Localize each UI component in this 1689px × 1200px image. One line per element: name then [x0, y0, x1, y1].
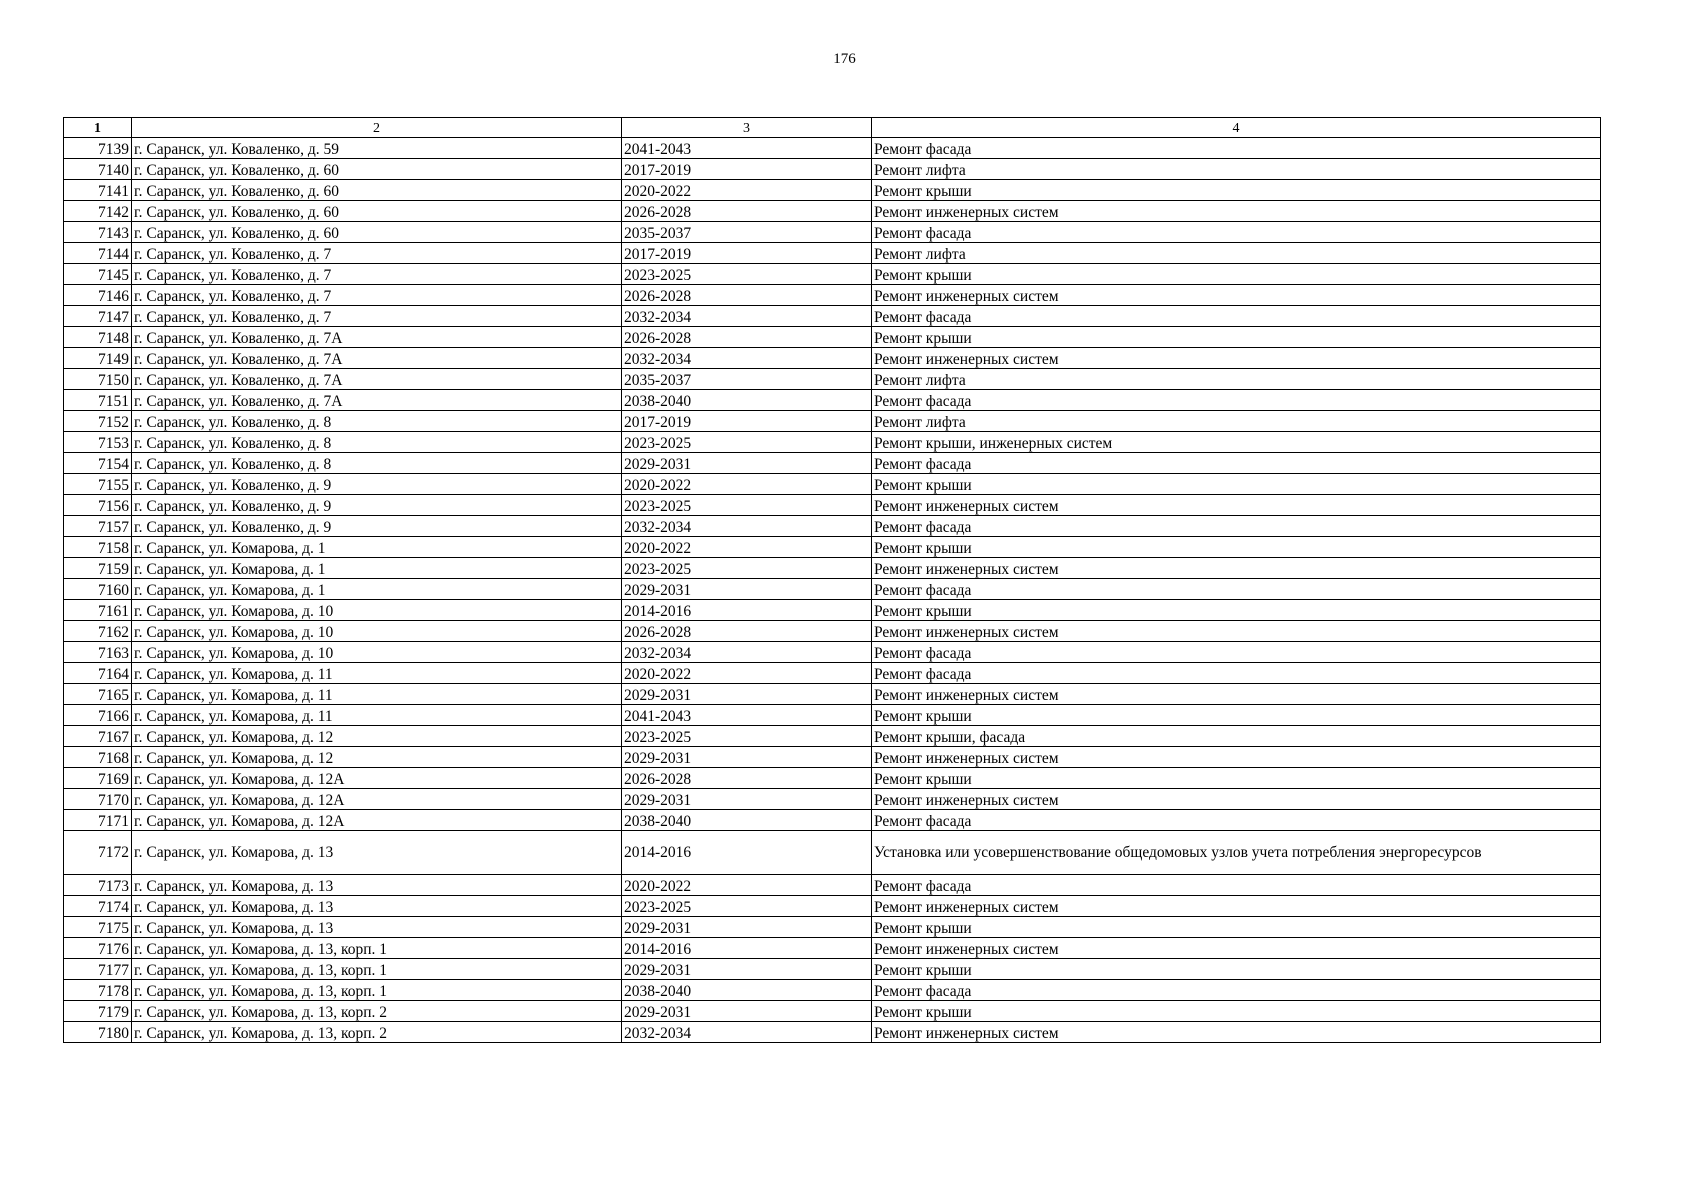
work-type-cell: Ремонт фасада	[872, 810, 1601, 831]
row-number-cell: 7145	[64, 264, 132, 285]
period-cell: 2032-2034	[622, 516, 872, 537]
address-cell: г. Саранск, ул. Комарова, д. 11	[132, 663, 622, 684]
row-number-cell: 7164	[64, 663, 132, 684]
period-cell: 2026-2028	[622, 285, 872, 306]
period-cell: 2029-2031	[622, 579, 872, 600]
table-row	[64, 180, 1601, 201]
table-row	[64, 621, 1601, 642]
period-cell: 2023-2025	[622, 264, 872, 285]
work-type-cell: Ремонт крыши, фасада	[872, 726, 1601, 747]
period-cell: 2041-2043	[622, 705, 872, 726]
work-type-cell: Ремонт лифта	[872, 411, 1601, 432]
period-cell: 2023-2025	[622, 558, 872, 579]
address-cell: г. Саранск, ул. Коваленко, д. 60	[132, 180, 622, 201]
row-number-cell: 7153	[64, 432, 132, 453]
period-cell: 2026-2028	[622, 621, 872, 642]
address-cell: г. Саранск, ул. Комарова, д. 13	[132, 917, 622, 938]
table-row	[64, 432, 1601, 453]
row-number-cell: 7147	[64, 306, 132, 327]
work-type-cell: Ремонт инженерных систем	[872, 558, 1601, 579]
work-type-cell: Ремонт инженерных систем	[872, 684, 1601, 705]
work-type-cell: Ремонт инженерных систем	[872, 495, 1601, 516]
address-cell: г. Саранск, ул. Комарова, д. 13	[132, 875, 622, 896]
period-cell: 2035-2037	[622, 369, 872, 390]
row-number-cell: 7143	[64, 222, 132, 243]
period-cell: 2038-2040	[622, 810, 872, 831]
period-cell: 2041-2043	[622, 138, 872, 159]
period-cell: 2020-2022	[622, 663, 872, 684]
row-number-cell: 7159	[64, 558, 132, 579]
table-row	[64, 642, 1601, 663]
table-row	[64, 537, 1601, 558]
period-cell: 2038-2040	[622, 390, 872, 411]
row-number-cell: 7150	[64, 369, 132, 390]
table-row	[64, 768, 1601, 789]
work-type-cell: Ремонт фасада	[872, 980, 1601, 1001]
work-type-cell: Ремонт крыши	[872, 917, 1601, 938]
row-number-cell: 7180	[64, 1022, 132, 1043]
address-cell: г. Саранск, ул. Комарова, д. 13, корп. 1	[132, 938, 622, 959]
work-type-cell: Установка или усовершенствование общедомовых узлов учета потребления энергоресурсов	[872, 831, 1601, 875]
work-type-cell: Ремонт крыши	[872, 705, 1601, 726]
address-cell: г. Саранск, ул. Комарова, д. 12А	[132, 789, 622, 810]
address-cell: г. Саранск, ул. Коваленко, д. 7А	[132, 348, 622, 369]
table-row	[64, 810, 1601, 831]
registry-table	[63, 117, 1601, 1043]
table-row	[64, 348, 1601, 369]
row-number-cell: 7169	[64, 768, 132, 789]
address-cell: г. Саранск, ул. Коваленко, д. 7А	[132, 390, 622, 411]
table-row	[64, 789, 1601, 810]
address-cell: г. Саранск, ул. Коваленко, д. 7	[132, 264, 622, 285]
row-number-cell: 7171	[64, 810, 132, 831]
period-cell: 2020-2022	[622, 537, 872, 558]
work-type-cell: Ремонт крыши	[872, 474, 1601, 495]
period-cell: 2023-2025	[622, 896, 872, 917]
table-row	[64, 453, 1601, 474]
period-cell: 2023-2025	[622, 495, 872, 516]
row-number-cell: 7144	[64, 243, 132, 264]
period-cell: 2014-2016	[622, 600, 872, 621]
table-row	[64, 369, 1601, 390]
work-type-cell: Ремонт фасада	[872, 875, 1601, 896]
period-cell: 2017-2019	[622, 411, 872, 432]
work-type-cell: Ремонт инженерных систем	[872, 621, 1601, 642]
table-row	[64, 579, 1601, 600]
work-type-cell: Ремонт фасада	[872, 453, 1601, 474]
address-cell: г. Саранск, ул. Комарова, д. 12	[132, 726, 622, 747]
period-cell: 2032-2034	[622, 1022, 872, 1043]
address-cell: г. Саранск, ул. Коваленко, д. 8	[132, 453, 622, 474]
row-number-cell: 7177	[64, 959, 132, 980]
work-type-cell: Ремонт инженерных систем	[872, 1022, 1601, 1043]
work-type-cell: Ремонт крыши	[872, 537, 1601, 558]
address-cell: г. Саранск, ул. Комарова, д. 13, корп. 1	[132, 980, 622, 1001]
table-row	[64, 138, 1601, 159]
work-type-cell: Ремонт инженерных систем	[872, 201, 1601, 222]
table-row	[64, 663, 1601, 684]
row-number-cell: 7149	[64, 348, 132, 369]
period-cell: 2032-2034	[622, 642, 872, 663]
work-type-cell: Ремонт фасада	[872, 138, 1601, 159]
work-type-cell: Ремонт крыши	[872, 959, 1601, 980]
row-number-cell: 7154	[64, 453, 132, 474]
work-type-cell: Ремонт крыши	[872, 264, 1601, 285]
work-type-cell: Ремонт крыши	[872, 600, 1601, 621]
row-number-cell: 7176	[64, 938, 132, 959]
address-cell: г. Саранск, ул. Комарова, д. 13, корп. 2	[132, 1001, 622, 1022]
row-number-cell: 7141	[64, 180, 132, 201]
address-cell: г. Саранск, ул. Коваленко, д. 9	[132, 516, 622, 537]
table-row	[64, 285, 1601, 306]
row-number-cell: 7148	[64, 327, 132, 348]
table-row	[64, 411, 1601, 432]
work-type-cell: Ремонт инженерных систем	[872, 896, 1601, 917]
page-number: 176	[833, 51, 856, 67]
work-type-cell: Ремонт лифта	[872, 369, 1601, 390]
address-cell: г. Саранск, ул. Коваленко, д. 7А	[132, 369, 622, 390]
row-number-cell: 7166	[64, 705, 132, 726]
table-row	[64, 726, 1601, 747]
row-number-cell: 7168	[64, 747, 132, 768]
table-row	[64, 896, 1601, 917]
table-row	[64, 980, 1601, 1001]
period-cell: 2014-2016	[622, 938, 872, 959]
address-cell: г. Саранск, ул. Коваленко, д. 60	[132, 222, 622, 243]
work-type-cell: Ремонт фасада	[872, 642, 1601, 663]
row-number-cell: 7155	[64, 474, 132, 495]
period-cell: 2035-2037	[622, 222, 872, 243]
address-cell: г. Саранск, ул. Комарова, д. 1	[132, 558, 622, 579]
work-type-cell: Ремонт инженерных систем	[872, 747, 1601, 768]
table-row	[64, 959, 1601, 980]
column-header-4: 4	[872, 118, 1601, 138]
table-row	[64, 938, 1601, 959]
table-row	[64, 831, 1601, 875]
address-cell: г. Саранск, ул. Коваленко, д. 60	[132, 201, 622, 222]
work-type-cell: Ремонт крыши	[872, 1001, 1601, 1022]
period-cell: 2029-2031	[622, 959, 872, 980]
column-header-3: 3	[622, 118, 872, 138]
table-row	[64, 474, 1601, 495]
table-row	[64, 159, 1601, 180]
period-cell: 2029-2031	[622, 789, 872, 810]
row-number-cell: 7162	[64, 621, 132, 642]
address-cell: г. Саранск, ул. Коваленко, д. 59	[132, 138, 622, 159]
address-cell: г. Саранск, ул. Комарова, д. 1	[132, 537, 622, 558]
address-cell: г. Саранск, ул. Комарова, д. 10	[132, 600, 622, 621]
address-cell: г. Саранск, ул. Комарова, д. 12	[132, 747, 622, 768]
period-cell: 2029-2031	[622, 747, 872, 768]
period-cell: 2029-2031	[622, 917, 872, 938]
address-cell: г. Саранск, ул. Коваленко, д. 8	[132, 432, 622, 453]
row-number-cell: 7151	[64, 390, 132, 411]
address-cell: г. Саранск, ул. Комарова, д. 10	[132, 621, 622, 642]
address-cell: г. Саранск, ул. Коваленко, д. 7	[132, 243, 622, 264]
row-number-cell: 7167	[64, 726, 132, 747]
row-number-cell: 7142	[64, 201, 132, 222]
period-cell: 2032-2034	[622, 306, 872, 327]
period-cell: 2029-2031	[622, 684, 872, 705]
row-number-cell: 7165	[64, 684, 132, 705]
work-type-cell: Ремонт инженерных систем	[872, 348, 1601, 369]
row-number-cell: 7174	[64, 896, 132, 917]
address-cell: г. Саранск, ул. Коваленко, д. 7	[132, 285, 622, 306]
row-number-cell: 7172	[64, 831, 132, 875]
row-number-cell: 7173	[64, 875, 132, 896]
address-cell: г. Саранск, ул. Коваленко, д. 7А	[132, 327, 622, 348]
work-type-cell: Ремонт фасада	[872, 516, 1601, 537]
address-cell: г. Саранск, ул. Коваленко, д. 9	[132, 495, 622, 516]
row-number-cell: 7140	[64, 159, 132, 180]
period-cell: 2026-2028	[622, 201, 872, 222]
work-type-cell: Ремонт лифта	[872, 159, 1601, 180]
period-cell: 2020-2022	[622, 474, 872, 495]
address-cell: г. Саранск, ул. Комарова, д. 1	[132, 579, 622, 600]
table-row	[64, 264, 1601, 285]
address-cell: г. Саранск, ул. Комарова, д. 13, корп. 1	[132, 959, 622, 980]
row-number-cell: 7146	[64, 285, 132, 306]
work-type-cell: Ремонт фасада	[872, 579, 1601, 600]
period-cell: 2029-2031	[622, 453, 872, 474]
period-cell: 2020-2022	[622, 875, 872, 896]
table-row	[64, 390, 1601, 411]
work-type-cell: Ремонт фасада	[872, 663, 1601, 684]
table-row	[64, 600, 1601, 621]
period-cell: 2023-2025	[622, 726, 872, 747]
period-cell: 2038-2040	[622, 980, 872, 1001]
period-cell: 2017-2019	[622, 159, 872, 180]
table-row	[64, 1022, 1601, 1043]
column-header-2: 2	[132, 118, 622, 138]
address-cell: г. Саранск, ул. Комарова, д. 13	[132, 831, 622, 875]
table-body	[64, 138, 1601, 1043]
column-header-1: 1	[64, 118, 132, 138]
work-type-cell: Ремонт инженерных систем	[872, 285, 1601, 306]
table-row	[64, 495, 1601, 516]
address-cell: г. Саранск, ул. Комарова, д. 13, корп. 2	[132, 1022, 622, 1043]
row-number-cell: 7163	[64, 642, 132, 663]
table-row	[64, 1001, 1601, 1022]
work-type-cell: Ремонт лифта	[872, 243, 1601, 264]
work-type-cell: Ремонт крыши	[872, 768, 1601, 789]
address-cell: г. Саранск, ул. Коваленко, д. 9	[132, 474, 622, 495]
period-cell: 2032-2034	[622, 348, 872, 369]
table-row	[64, 222, 1601, 243]
row-number-cell: 7158	[64, 537, 132, 558]
period-cell: 2014-2016	[622, 831, 872, 875]
address-cell: г. Саранск, ул. Комарова, д. 13	[132, 896, 622, 917]
period-cell: 2020-2022	[622, 180, 872, 201]
period-cell: 2029-2031	[622, 1001, 872, 1022]
work-type-cell: Ремонт крыши	[872, 180, 1601, 201]
work-type-cell: Ремонт крыши, инженерных систем	[872, 432, 1601, 453]
row-number-cell: 7170	[64, 789, 132, 810]
table-row	[64, 243, 1601, 264]
period-cell: 2017-2019	[622, 243, 872, 264]
address-cell: г. Саранск, ул. Коваленко, д. 7	[132, 306, 622, 327]
address-cell: г. Саранск, ул. Комарова, д. 10	[132, 642, 622, 663]
work-type-cell: Ремонт крыши	[872, 327, 1601, 348]
work-type-cell: Ремонт инженерных систем	[872, 938, 1601, 959]
work-type-cell: Ремонт фасада	[872, 390, 1601, 411]
period-cell: 2026-2028	[622, 768, 872, 789]
address-cell: г. Саранск, ул. Коваленко, д. 8	[132, 411, 622, 432]
table-row	[64, 917, 1601, 938]
work-type-cell: Ремонт инженерных систем	[872, 789, 1601, 810]
address-cell: г. Саранск, ул. Комарова, д. 12А	[132, 810, 622, 831]
address-cell: г. Саранск, ул. Комарова, д. 12А	[132, 768, 622, 789]
table-row	[64, 558, 1601, 579]
row-number-cell: 7179	[64, 1001, 132, 1022]
row-number-cell: 7160	[64, 579, 132, 600]
row-number-cell: 7156	[64, 495, 132, 516]
table-row	[64, 306, 1601, 327]
address-cell: г. Саранск, ул. Коваленко, д. 60	[132, 159, 622, 180]
table-row	[64, 201, 1601, 222]
row-number-cell: 7152	[64, 411, 132, 432]
work-type-cell: Ремонт фасада	[872, 222, 1601, 243]
row-number-cell: 7157	[64, 516, 132, 537]
address-cell: г. Саранск, ул. Комарова, д. 11	[132, 705, 622, 726]
row-number-cell: 7175	[64, 917, 132, 938]
address-cell: г. Саранск, ул. Комарова, д. 11	[132, 684, 622, 705]
row-number-cell: 7161	[64, 600, 132, 621]
period-cell: 2023-2025	[622, 432, 872, 453]
row-number-cell: 7139	[64, 138, 132, 159]
table-header-row	[64, 118, 1601, 138]
table-row	[64, 684, 1601, 705]
table-row	[64, 516, 1601, 537]
row-number-cell: 7178	[64, 980, 132, 1001]
table-row	[64, 875, 1601, 896]
period-cell: 2026-2028	[622, 327, 872, 348]
table-row	[64, 747, 1601, 768]
table-row	[64, 327, 1601, 348]
work-type-cell: Ремонт фасада	[872, 306, 1601, 327]
table-row	[64, 705, 1601, 726]
